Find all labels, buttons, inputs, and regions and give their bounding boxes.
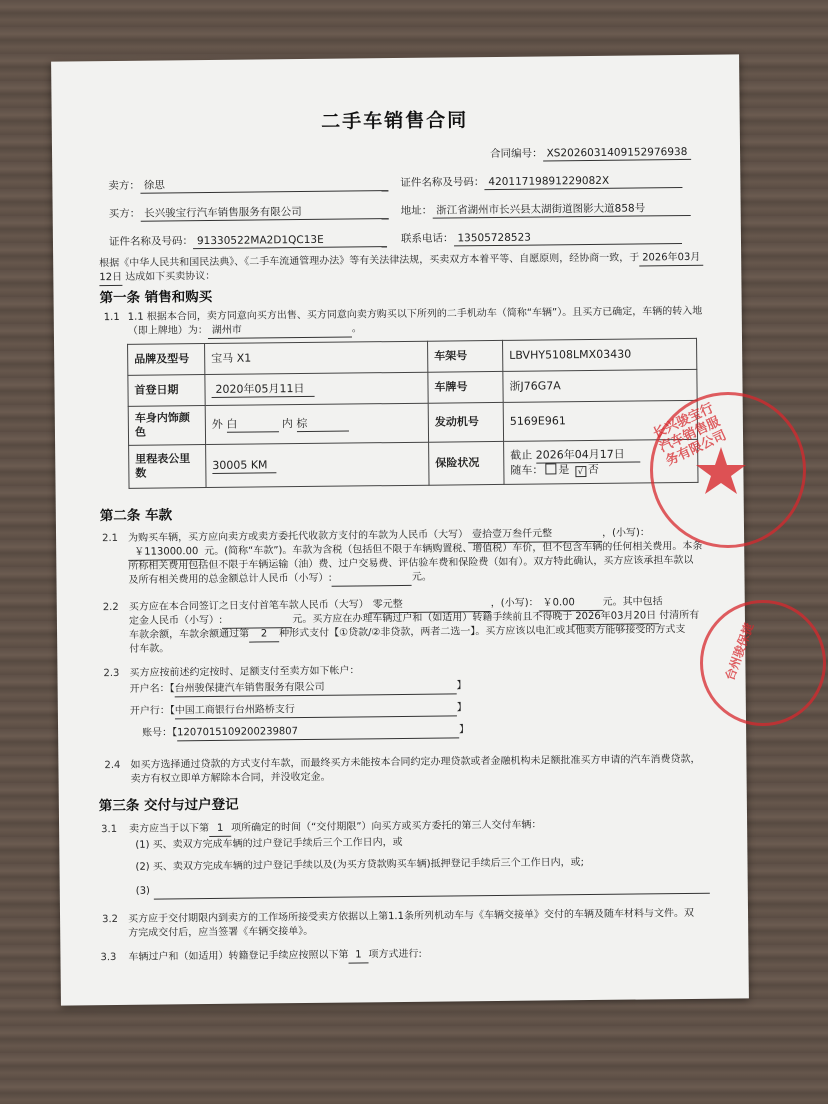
yes-label: 是 bbox=[558, 462, 570, 476]
phone-row bbox=[401, 229, 682, 247]
vin-label: 车架号 bbox=[428, 340, 503, 372]
contract-paper bbox=[51, 54, 749, 1005]
seller-label: 卖方： bbox=[108, 179, 140, 193]
price-uppercase: 壹拾壹万叁仟元整 bbox=[468, 527, 602, 543]
clause-2-4-text-b: 卖方有权立即单方解除本合同，并没收定金。 bbox=[130, 771, 331, 785]
clause-2-1-number: 2.1 bbox=[102, 532, 119, 545]
address-row bbox=[401, 201, 691, 219]
engine-label: 发动机号 bbox=[428, 402, 503, 442]
exterior-color: 白 bbox=[226, 417, 278, 433]
with-car-label: 随车： bbox=[510, 462, 544, 477]
contract-number: XS2026031409152976938 bbox=[542, 145, 691, 162]
clause-2-1-line-4 bbox=[128, 571, 432, 589]
color-label: 车身内饰颜色 bbox=[128, 406, 205, 446]
account-name-close: 】 bbox=[456, 680, 467, 692]
section-2-title: 第二条 车款 bbox=[99, 507, 173, 525]
registration-date-label: 首登日期 bbox=[128, 375, 205, 407]
intro-text-b: 达成如下买卖协议： bbox=[125, 270, 216, 283]
clause-2-1-text-c: 元。(简称“车款”)。车款为含税（包括但不限于车辆购置税、增值税）车价，但不包含车辆的任何相关费用。本条 bbox=[204, 540, 703, 558]
table-row bbox=[129, 439, 698, 488]
clause-3-1-text-b: 项所确定的时间（“交付期限”）向买方或买方委托的第三人交付车辆： bbox=[231, 819, 542, 834]
clause-1-1-text-b: （即上牌地）为： bbox=[127, 325, 208, 337]
table-row bbox=[128, 400, 697, 445]
clause-2-2-text-d: 定金人民币（小写）: bbox=[128, 614, 223, 627]
clause-3-1-text-a: 卖方应当于以下第 bbox=[129, 823, 210, 835]
clause-2-2-text-a: 买方应在本合同签订之日支付首笔车款人民币（大写） bbox=[128, 599, 369, 613]
intro-date: 2026年03月 bbox=[639, 251, 703, 267]
phone-label: 联系电话： bbox=[400, 232, 454, 245]
exterior-color-prefix: 外 bbox=[211, 417, 223, 431]
clause-2-2-text-g: 车款余额，车款余额通过第 bbox=[129, 628, 250, 641]
account-number: 1207015109200239807 bbox=[177, 723, 459, 741]
buyer-id: 91330522MA2D1QC13E bbox=[193, 232, 387, 249]
seller-id: 42011719891229082X bbox=[484, 173, 682, 190]
registration-date-cell bbox=[205, 372, 428, 405]
clause-2-3-number: 2.3 bbox=[103, 667, 120, 680]
second-seal-text: 台州骏保捷 bbox=[722, 621, 757, 683]
buyer-row bbox=[109, 204, 389, 222]
clause-2-2-text-f: 付清所有 bbox=[659, 609, 700, 622]
seller-id-label: 证件名称及号码： bbox=[400, 176, 485, 189]
seal-text: 长兴骏宝行汽车销售服务有限公司 bbox=[650, 400, 729, 470]
mileage-value: 30005 KM bbox=[212, 458, 276, 474]
yes-checkbox[interactable] bbox=[545, 463, 556, 474]
clause-2-2-number: 2.2 bbox=[102, 601, 119, 614]
account-number-row bbox=[142, 723, 469, 741]
clause-2-1-text-d: 所称相关费用包括但不限于车辆运输（油）费、过户交易费、评估验车费和保险费（如有）。双方特此确认，买方应该承担车款以 bbox=[128, 554, 694, 572]
intro-line-1 bbox=[99, 251, 703, 272]
delivery-option-3: (3) bbox=[135, 885, 150, 897]
delivery-option-3-row bbox=[136, 879, 710, 900]
address: 浙江省湖州市长兴县太湖街道图影大道858号 bbox=[432, 201, 690, 219]
clause-3-2-text-a: 买方应于交付期限内到卖方的工作场所接受卖方依据以上第1.1条所列机动车与《车辆交接单》交付的车辆及随车材料与文件。双 bbox=[128, 907, 694, 925]
seller-id-row bbox=[400, 173, 682, 191]
section-3-title: 第三条 交付与过户登记 bbox=[98, 796, 239, 815]
buyer-id-label: 证件名称及号码： bbox=[108, 235, 194, 249]
clause-2-2-text-e: 元。买方应在办理车辆过户和（如适用）转籍手续前且不得晚于 bbox=[292, 611, 573, 626]
buyer-label: 买方： bbox=[108, 207, 141, 221]
delivery-option-2: (2) 买、卖双方完成车辆的过户登记手续以及(为买方贷款购买车辆)抵押登记手续后三个工作日内，或; bbox=[135, 857, 585, 873]
clause-2-2-text-h: 种形式支付【①贷款/②非贷款，两者二选一】。买方应该以电汇或其他卖方能够接受的方式支 bbox=[279, 624, 686, 640]
contract-number-row bbox=[490, 145, 691, 162]
clause-3-3-text-b: 项方式进行: bbox=[368, 948, 422, 961]
no-label: 否 bbox=[587, 462, 599, 476]
interior-color-prefix: 内 bbox=[281, 416, 293, 430]
mileage-label: 里程表公里数 bbox=[129, 445, 206, 489]
plate-value: 浙J76G7A bbox=[503, 369, 697, 402]
insurance-until-label: 截止 bbox=[510, 448, 533, 462]
clause-1-1-text-a: 1.1 根据本合同，卖方同意向买方出售、买方同意向卖方购买以下所列的二手机动车（简称“车辆”）。且买方已确定，车辆的转入地 bbox=[127, 305, 703, 323]
section-1-title: 第一条 销售和购买 bbox=[99, 288, 213, 307]
account-name-label: 开户名：【 bbox=[129, 683, 175, 695]
buyer-id-row bbox=[109, 232, 387, 250]
down-payment-uppercase: 零元整 bbox=[369, 597, 491, 613]
interior-color: 棕 bbox=[296, 416, 348, 432]
clause-2-2-text-i: 付车款。 bbox=[129, 643, 170, 655]
seller-row bbox=[108, 176, 388, 194]
clause-2-2-text-c: 元。其中包括 bbox=[602, 596, 663, 608]
account-name: 台州骏保捷汽车销售服务有限公司 bbox=[175, 679, 457, 697]
second-seal bbox=[700, 600, 826, 726]
brand-value: 宝马 X1 bbox=[205, 341, 428, 374]
clause-3-2-number: 3.2 bbox=[102, 913, 119, 926]
delivery-option-1: (1) 买、卖双方完成车辆的过户登记手续后三个工作日内，或 bbox=[135, 836, 403, 851]
insurance-label: 保险状况 bbox=[429, 441, 504, 485]
intro-date-day: 12日 bbox=[99, 271, 122, 286]
clause-3-2-text-b: 方完成交付后，应当签署《车辆交接单》。 bbox=[128, 925, 314, 939]
vin-value: LBVHY5108LMX03430 bbox=[503, 338, 697, 371]
clause-3-3-number: 3.3 bbox=[100, 951, 117, 964]
buyer-name: 长兴骏宝行汽车销售服务有限公司 bbox=[140, 204, 388, 222]
mileage-cell bbox=[206, 442, 429, 487]
vehicle-info-table bbox=[127, 338, 698, 489]
bank-label: 开户行：【 bbox=[129, 705, 175, 717]
page-title: 二手车销售合同 bbox=[321, 109, 469, 133]
clause-2-3-text: 买方应按前述约定按时、足额支付至卖方如下帐户： bbox=[129, 665, 360, 679]
clause-3-3-line bbox=[128, 948, 422, 966]
phone: 13505728523 bbox=[453, 229, 681, 246]
clause-2-1-text-e: 及所有相关费用的总金额总计人民币（小写）: bbox=[128, 572, 332, 586]
no-checkbox[interactable]: √ bbox=[575, 466, 586, 477]
seller-name: 徐思 bbox=[140, 176, 388, 194]
contract-number-label: 合同编号： bbox=[490, 147, 543, 161]
clause-3-3-text-a: 车辆过户和（如适用）转籍登记手续应按照以下第 bbox=[128, 949, 349, 963]
account-number-label: 账号：【 bbox=[142, 727, 178, 739]
transfer-option: 1 bbox=[348, 948, 368, 963]
clause-1-1-line-2 bbox=[128, 322, 362, 339]
clause-2-1-text-b: ，(小写)： bbox=[601, 527, 650, 539]
price-lowercase: ￥113000.00 bbox=[128, 545, 204, 561]
brand-label: 品牌及型号 bbox=[128, 344, 205, 376]
company-seal bbox=[650, 392, 806, 548]
bank-name: 中国工商银行台州路桥支行 bbox=[175, 701, 457, 719]
clause-1-1-end: 。 bbox=[351, 323, 362, 335]
destination-city: 湖州市 bbox=[208, 322, 352, 339]
account-name-row bbox=[130, 679, 467, 698]
account-number-close: 】 bbox=[459, 724, 470, 736]
plate-label: 车牌号 bbox=[428, 371, 503, 403]
insurance-until: 2026年04月17日 bbox=[536, 447, 640, 463]
engine-value: 5169E961 bbox=[503, 400, 697, 441]
registration-date: 2020年05月11日 bbox=[211, 381, 314, 397]
down-payment-lowercase: ￥0.00 bbox=[539, 596, 603, 612]
clause-2-4-number: 2.4 bbox=[104, 759, 121, 772]
clause-3-1-line-1 bbox=[129, 819, 542, 838]
contract-body bbox=[79, 55, 709, 964]
payment-method: 2 bbox=[249, 627, 279, 642]
clause-2-1-text-a: 为购买车辆，买方应向卖方或卖方委托代收款方支付的车款为人民币（大写） bbox=[128, 529, 469, 544]
balance-due-date: 2026年03月20日 bbox=[572, 609, 659, 625]
clause-3-1-number: 3.1 bbox=[101, 823, 118, 836]
intro-line-2 bbox=[99, 270, 215, 286]
clause-2-2-text-b: ，(小写)： bbox=[490, 597, 539, 610]
intro-text-a: 根据《中华人民共和国民法典》、《二手车流通管理办法》等有关法律法规，买卖双方本着平等、自愿原则，经协商一致，于 bbox=[99, 252, 640, 270]
bank-close: 】 bbox=[456, 702, 467, 714]
bank-row bbox=[130, 701, 467, 720]
color-cell bbox=[205, 403, 428, 444]
clause-2-4-text-a: 如买方选择通过贷款的方式支付车款，而最终买方未能按本合同约定办理贷款或者金融机构未足额批准买方申请的汽车消费贷款， bbox=[130, 753, 701, 771]
clause-2-1-text-f: 元。 bbox=[411, 571, 432, 583]
delivery-option: 1 bbox=[209, 822, 231, 837]
clause-1-1-number: 1.1 bbox=[103, 311, 120, 324]
address-label: 地址： bbox=[400, 204, 433, 217]
